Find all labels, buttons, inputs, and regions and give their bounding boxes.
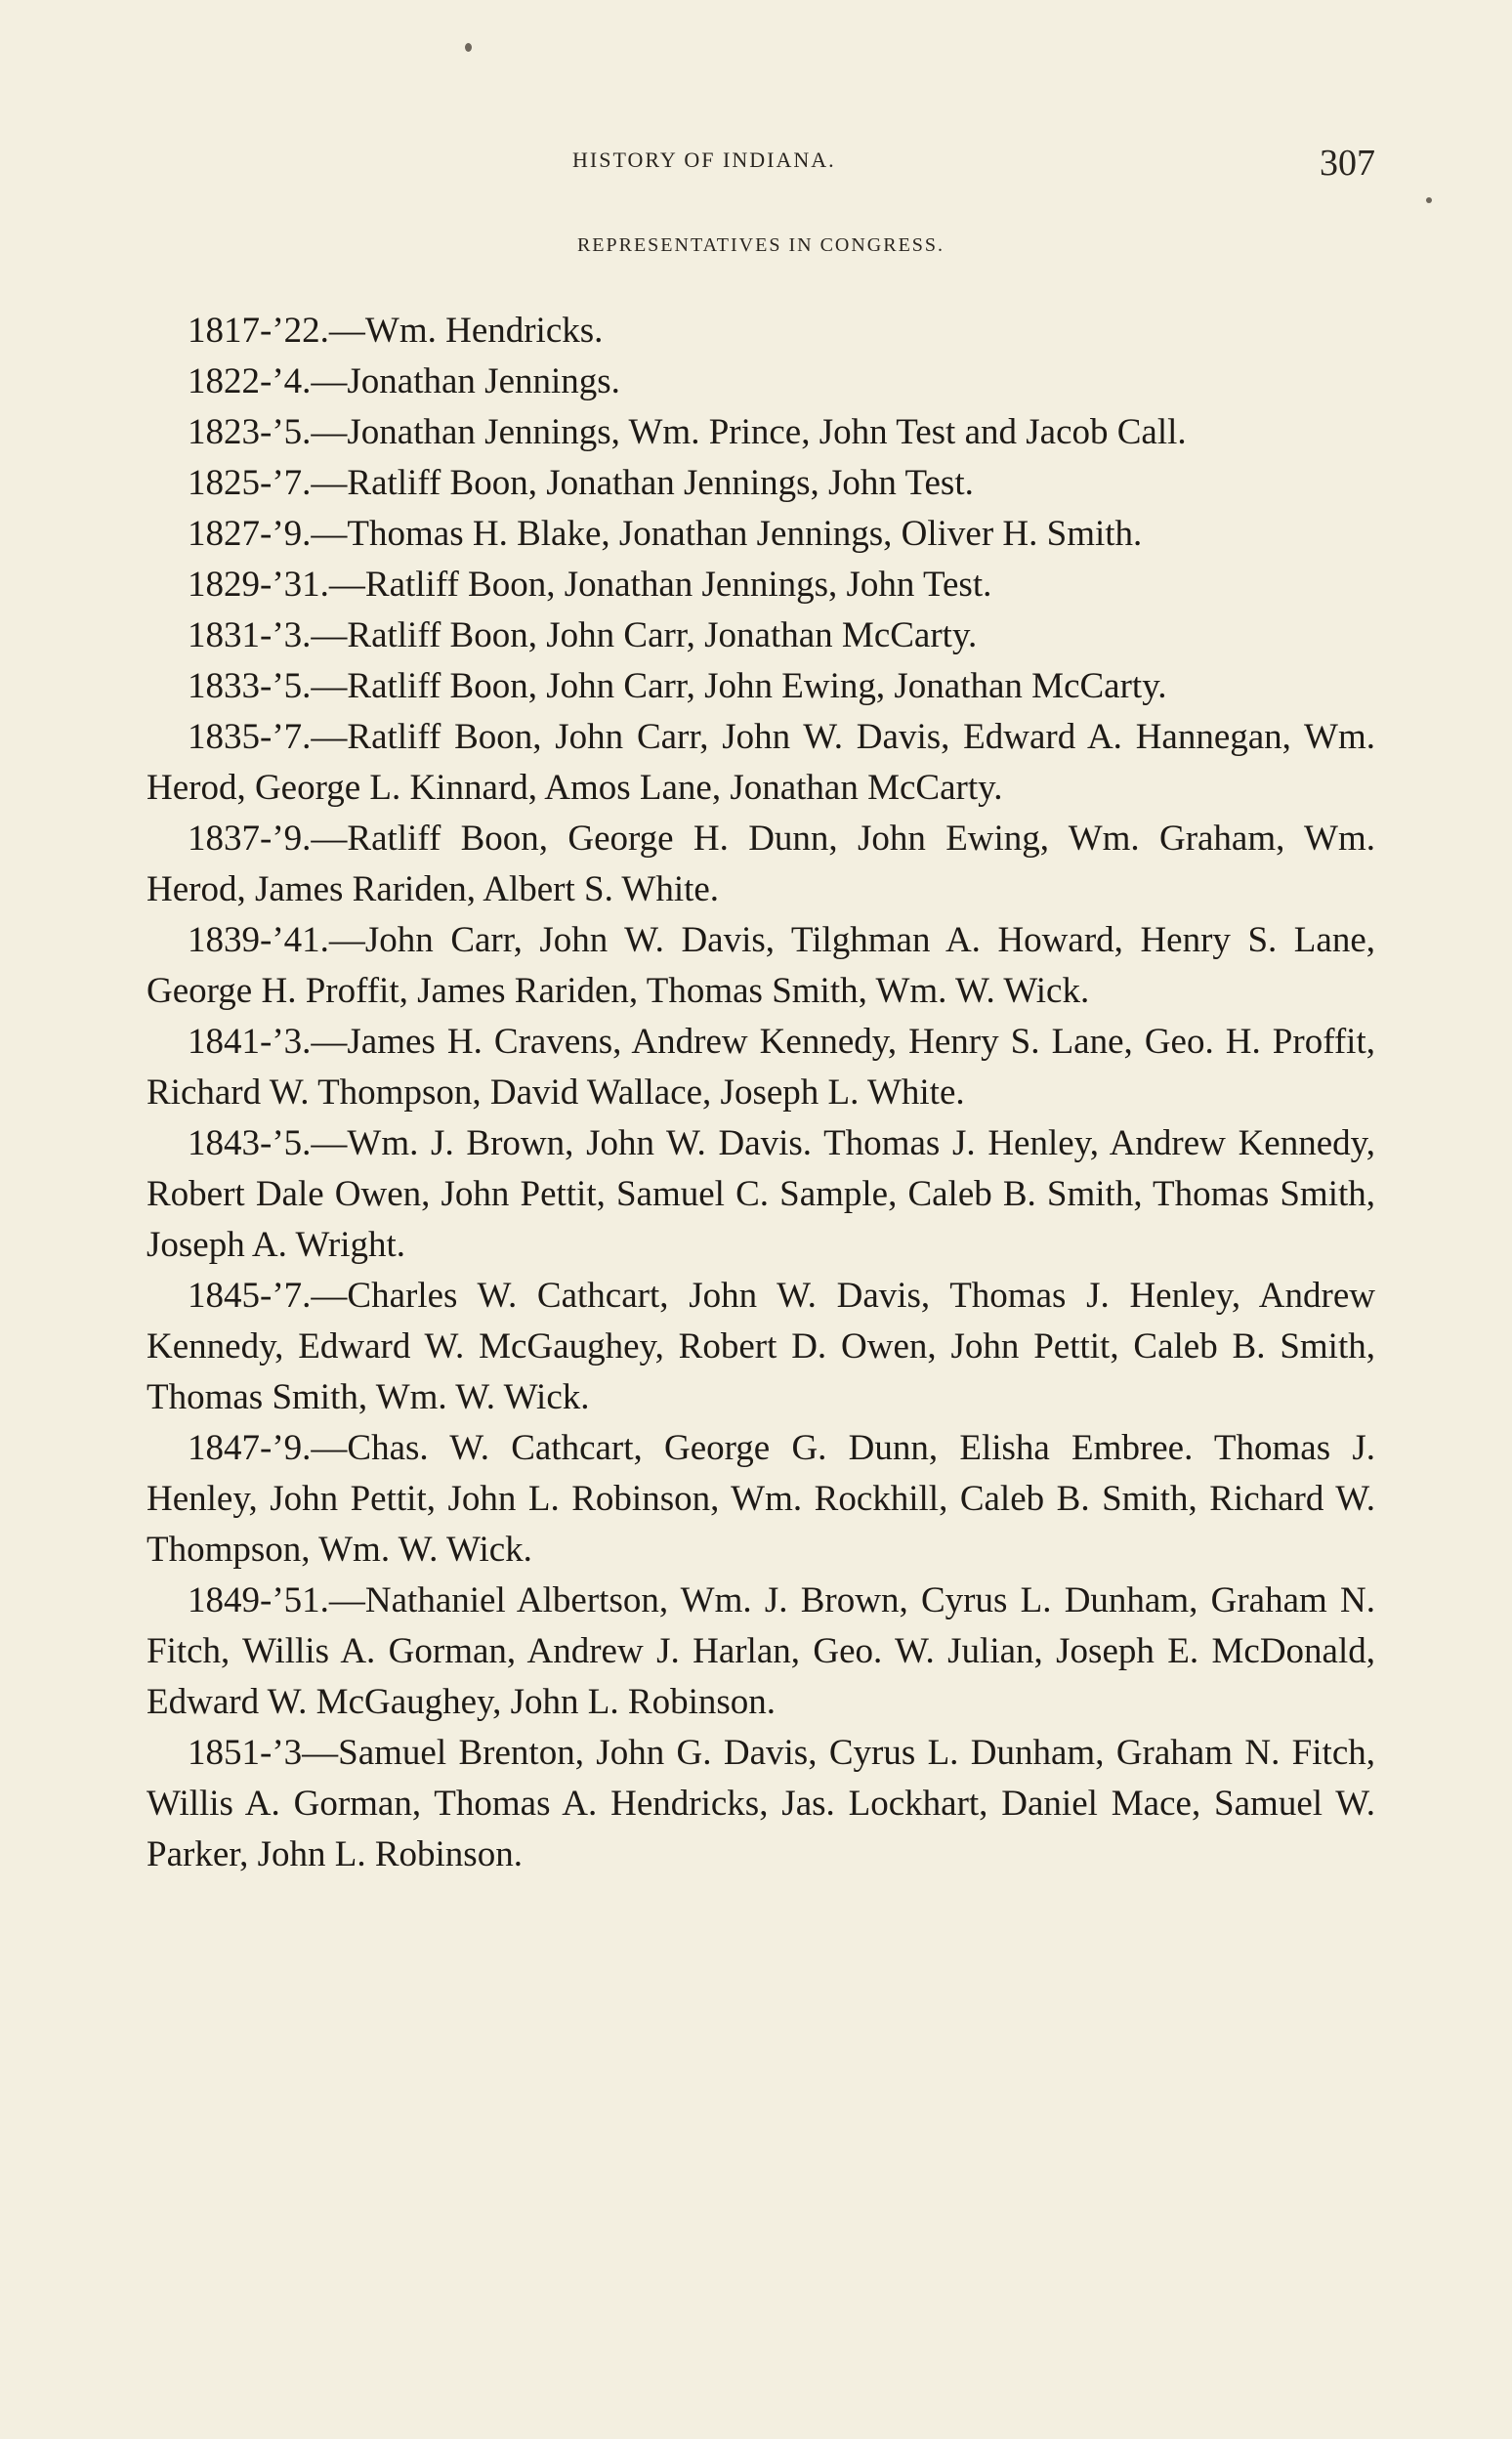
congress-entry: 1817-’22.—Wm. Hendricks. <box>188 311 604 351</box>
running-head <box>147 142 1375 184</box>
ink-speck <box>465 43 472 52</box>
representatives-list <box>147 306 1375 1880</box>
congress-entry: 1851-’3—Samuel Brenton, John G. Davis, Cyrus L. Dunham, Graham N. Fitch, Willis A. Gorman, Thomas A. Hendricks, Jas. Lockhart, Daniel Mace, Samuel W. Parker, John L. Robinson. <box>147 1733 1375 1874</box>
congress-entry: 1849-’51.—Nathaniel Albertson, Wm. J. Brown, Cyrus L. Dunham, Graham N. Fitch, Willis A. Gorman, Andrew J. Harlan, Geo. W. Julian, Joseph E. McDonald, Edward W. McGaughey, John L. Robinson. <box>147 1580 1375 1722</box>
congress-entry: 1839-’41.—John Carr, John W. Davis, Tilghman A. Howard, Henry S. Lane, George H. Proffit, James Rariden, Thomas Smith, Wm. W. Wick. <box>147 920 1375 1011</box>
congress-entry: 1829-’31.—Ratliff Boon, Jonathan Jennings, John Test. <box>188 565 992 605</box>
congress-entry: 1837-’9.—Ratliff Boon, George H. Dunn, John Ewing, Wm. Graham, Wm. Herod, James Rariden, Albert S. White. <box>147 819 1375 909</box>
congress-entry: 1825-’7.—Ratliff Boon, Jonathan Jennings, John Test. <box>188 463 974 503</box>
ink-speck <box>1426 197 1432 203</box>
congress-entry: 1845-’7.—Charles W. Cathcart, John W. Davis, Thomas J. Henley, Andrew Kennedy, Edward W. McGaughey, Robert D. Owen, John Pettit, Caleb B. Smith, Thomas Smith, Wm. W. Wick. <box>147 1276 1375 1417</box>
section-heading: REPRESENTATIVES IN CONGRESS. <box>576 234 945 256</box>
congress-entry: 1831-’3.—Ratliff Boon, John Carr, Jonathan McCarty. <box>188 615 978 655</box>
congress-entry: 1841-’3.—James H. Cravens, Andrew Kennedy, Henry S. Lane, Geo. H. Proffit, Richard W. Thompson, David Wallace, Joseph L. White. <box>147 1022 1375 1113</box>
congress-entry: 1833-’5.—Ratliff Boon, John Carr, John Ewing, Jonathan McCarty. <box>188 666 1167 706</box>
running-title: HISTORY OF INDIANA. <box>572 147 836 172</box>
congress-entry: 1847-’9.—Chas. W. Cathcart, George G. Dunn, Elisha Embree. Thomas J. Henley, John Pettit, John L. Robinson, Wm. Rockhill, Caleb B. Smith, Richard W. Thompson, Wm. W. Wick. <box>147 1428 1375 1570</box>
congress-entry: 1827-’9.—Thomas H. Blake, Jonathan Jennings, Oliver H. Smith. <box>188 514 1143 554</box>
page-number: 307 <box>1320 143 1375 184</box>
congress-entry: 1823-’5.—Jonathan Jennings, Wm. Prince, John Test and Jacob Call. <box>188 412 1187 452</box>
congress-entry: 1835-’7.—Ratliff Boon, John Carr, John W. Davis, Edward A. Hannegan, Wm. Herod, George L. Kinnard, Amos Lane, Jonathan McCarty. <box>147 717 1375 808</box>
congress-entry: 1843-’5.—Wm. J. Brown, John W. Davis. Thomas J. Henley, Andrew Kennedy, Robert Dale Owen, John Pettit, Samuel C. Sample, Caleb B. Smith, Thomas Smith, Joseph A. Wright. <box>147 1123 1375 1265</box>
congress-entry: 1822-’4.—Jonathan Jennings. <box>188 361 620 401</box>
